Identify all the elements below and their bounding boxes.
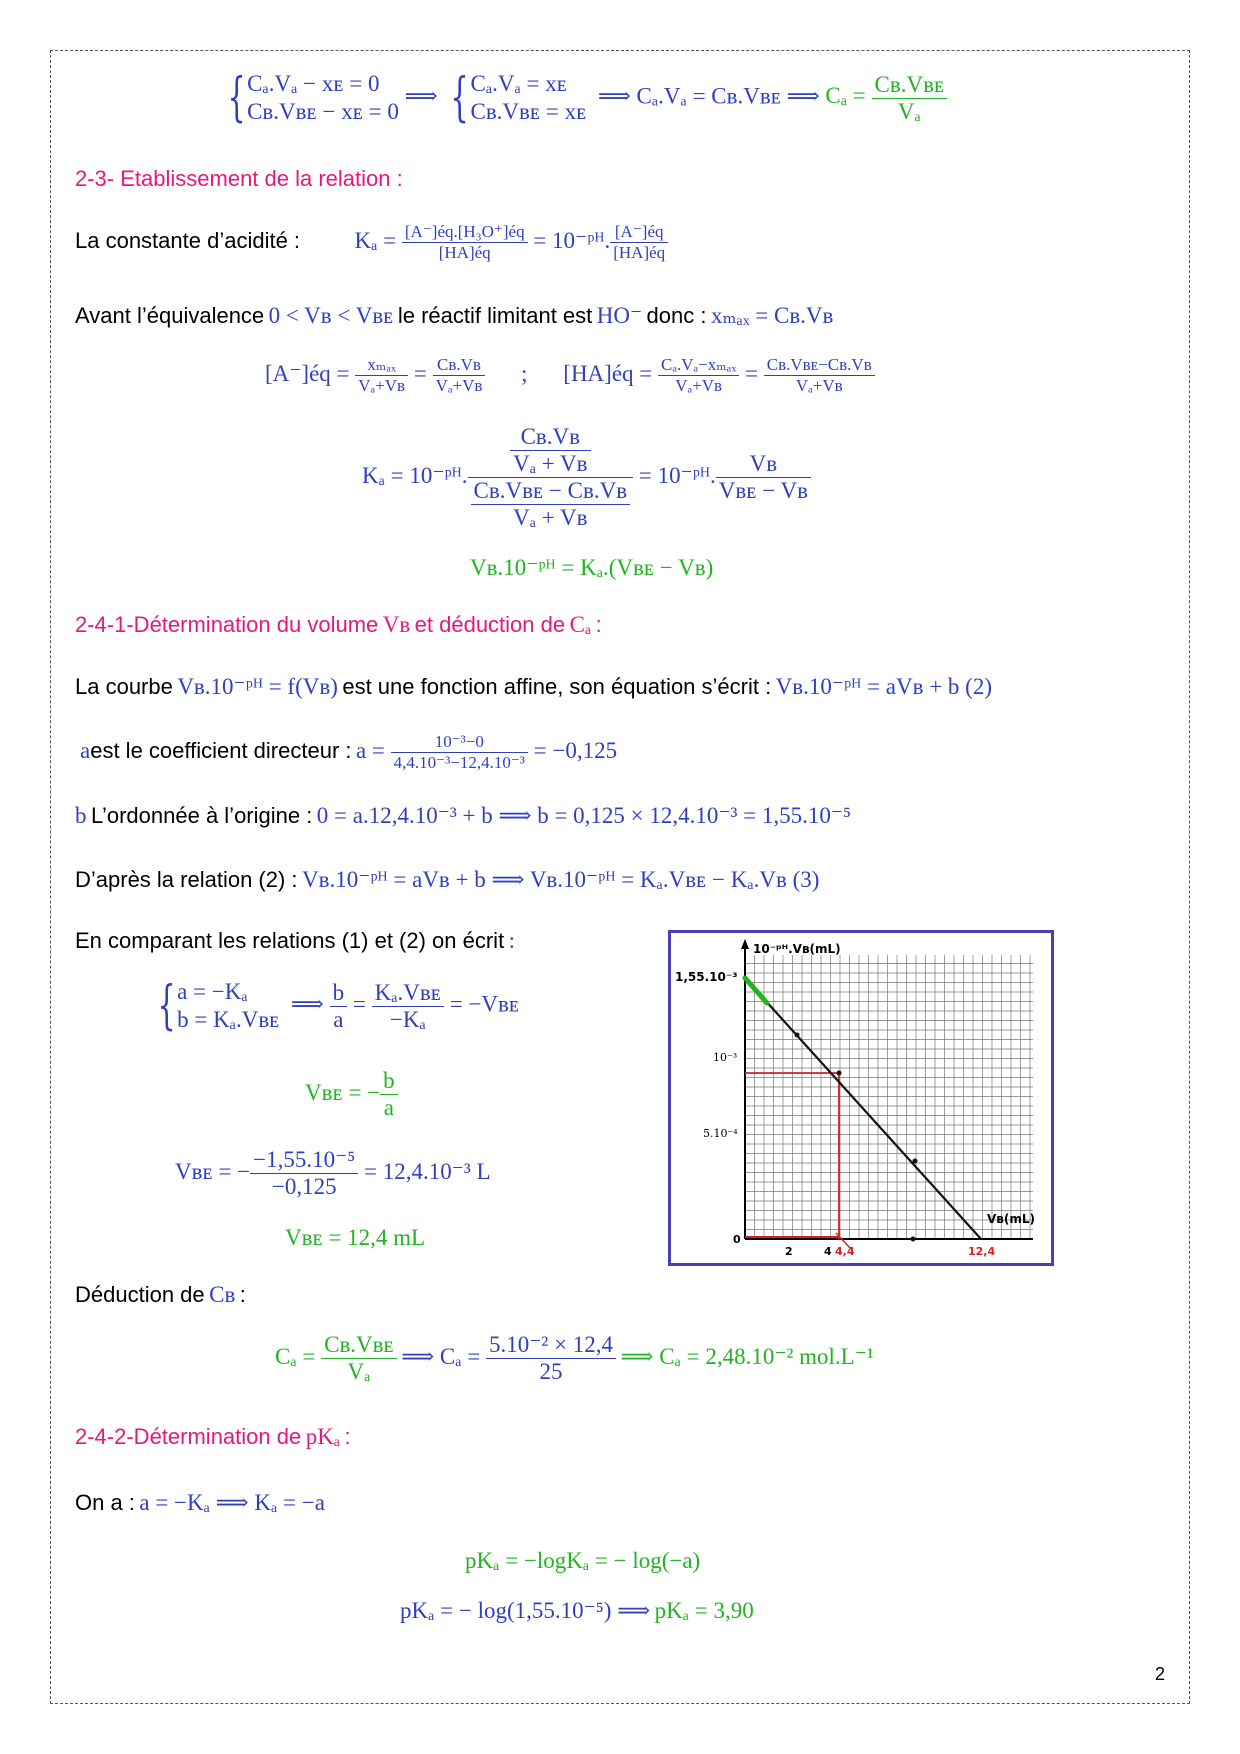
comparaison: En comparant les relations (1) et (2) on écrit : [75,928,516,953]
grid [745,955,1033,1239]
ka-label: La constante d’acidité : [75,227,301,253]
eq-line: Cʙ.Vʙᴇ = xᴇ [470,99,587,124]
brace: { [227,68,246,128]
x-tick-2: 2 [785,1245,793,1258]
data-point [795,1033,800,1038]
ca-calculation: Cₐ = $\frac{\text{Cʙ.Vʙᴇ}}{\text{Vₐ}}$ ⟹ Cₐ = $\frac{\text{5.10⁻² × 12,4}}{25}$ ⟹ Cₐ = 2,48.10⁻² mol.L⁻¹ [275,1332,874,1384]
section-heading-2-4-1: 2-4-1-Détermination du volume Vʙ et déduction de Cₐ : [75,612,602,637]
y-tick-mid: 10⁻³ [713,1051,738,1064]
on-a: On a : a = −Kₐ ⟹ Kₐ = −a [75,1490,325,1515]
data-point [911,1237,916,1242]
brace: { [450,68,470,128]
graph-figure [668,930,1054,1266]
eq-mid: ⟹ Cₐ.Vₐ = Cʙ.Vʙᴇ ⟹ [597,83,820,109]
section-heading-2-4-2: 2-4-2-Détermination de pKₐ : [75,1424,351,1449]
x-axis-label: Vʙ(mL) [987,1212,1035,1226]
x-tick-4: 4 [824,1245,832,1258]
relation-1: Vʙ.10⁻ᵖᴴ = Kₐ.(Vʙᴇ − Vʙ) [470,555,714,580]
avant-equivalence: Avant l’équivalence 0 < Vʙ < Vʙᴇ le réactif limitant est HO⁻ donc : xₘₐₓ = Cʙ.Vʙ [75,303,834,328]
vbe-formula: Vʙᴇ = − $\frac{b}{a}$ [305,1068,398,1121]
data-point [837,1071,842,1076]
data-point [913,1159,918,1164]
coefficient-a: aest le coefficient directeur : a = $\frac{\text{10⁻³−0}}{\text{4,4.10⁻³−12,4.10⁻³}}$ = −0,125 [80,732,618,772]
ordonnee-b: b L’ordonnée à l’origine : 0 = a.12,4.10⁻³ + b ⟹ b = 0,125 × 12,4.10⁻³ = 1,55.10⁻⁵ [75,803,852,828]
red-guide [745,1073,839,1239]
vbe-calculation: Vʙᴇ = − $\frac{\text{−1,55.10⁻⁵}}{-0,125}$ = 12,4.10⁻³ L [175,1147,491,1199]
eq-line: Cₐ.Vₐ − xᴇ = 0 [247,71,380,96]
pka-definition: pKₐ = −logKₐ = − log(−a) [465,1548,701,1573]
eq-line: Cₐ.Vₐ = xᴇ [470,71,567,96]
origin-label: 0 [733,1233,741,1246]
concentration-expressions: [A⁻]éq = $\frac{\text{xₘₐₓ}}{\text{Vₐ+Vʙ}}$ = $\frac{\text{Cʙ.Vʙ}}{\text{Vₐ+Vʙ}}$ ; [HA]éq = $\frac{\text{Cₐ.Vₐ−xₘₐₓ}}{\text{Vₐ+Vʙ}}$ = $\frac{\text{Cʙ.Vʙᴇ−Cʙ.Vʙ}}{\text{Vₐ+Vʙ}}$ [265,355,875,396]
ka-definition [75,222,668,263]
eq-line: Cʙ.Vʙᴇ − xᴇ = 0 [247,99,399,124]
y-tick-top: 1,55.10⁻³ [675,970,738,984]
section-heading-2-3: 2-3- Etablissement de la relation : [75,166,403,191]
y-axis-label: 10⁻ᵖᴴ.Vʙ(mL) [753,942,841,956]
deduction-cb: Déduction de Cʙ : [75,1282,246,1307]
courbe-affine: La courbe Vʙ.10⁻ᵖᴴ = f(Vʙ) est une fonction affine, son équation s’écrit : Vʙ.10⁻ᵖᴴ = aVʙ + b (2) [75,674,992,699]
page-number: 2 [1154,1664,1165,1684]
y-axis-arrow [741,939,749,949]
x-tick-124: 12,4 [968,1245,996,1258]
ka-formula: Kₐ = $\frac{\text{[A⁻]éq.[H₃O⁺]éq}}{[HA]éq}$ = 10⁻ᵖᴴ. $\frac{[A^-]éq}{[HA]éq}$ [355,228,669,253]
graph-svg [671,933,1051,1263]
relation-2-3: D’après la relation (2) : Vʙ.10⁻ᵖᴴ = aVʙ + b ⟹ Vʙ.10⁻ᵖᴴ = Kₐ.Vʙᴇ − Kₐ.Vʙ (3) [75,867,820,892]
data-line [745,978,981,1239]
system-a-b: {a = −Kₐ b = Kₐ.Vʙᴇ ⟹ $\frac{b}{a}$ = $\frac{\text{Kₐ.Vʙᴇ}}{\text{−Kₐ}}$ = −Vʙᴇ [157,976,520,1036]
vbe-result: Vʙᴇ = 12,4 mL [285,1225,426,1250]
pka-result: pKₐ = − log(1,55.10⁻⁵) ⟹ pKₐ = 3,90 [400,1598,754,1623]
x-tick-44: 4,4 [835,1245,855,1258]
result-ca: Cₐ = $\frac{\text{Cʙ.Vʙᴇ}}{\text{Vₐ}}$ [825,83,947,108]
y-tick-low: 5.10⁻⁴ [703,1127,738,1140]
implies: ⟹ [404,83,438,109]
top-equation [220,70,947,126]
ka-compound-fraction: Kₐ = 10⁻ᵖᴴ. $\frac{\frac{\text{Cʙ.Vʙ}}{\text{Vₐ + Vʙ}}}{\frac{\text{Cʙ.Vʙᴇ − Cʙ.Vʙ}}{\text{Vₐ + Vʙ}}}$ = 10⁻ᵖᴴ. $\frac{\text{Vʙ}}{\text{Vʙᴇ − Vʙ}}$ [362,424,811,531]
